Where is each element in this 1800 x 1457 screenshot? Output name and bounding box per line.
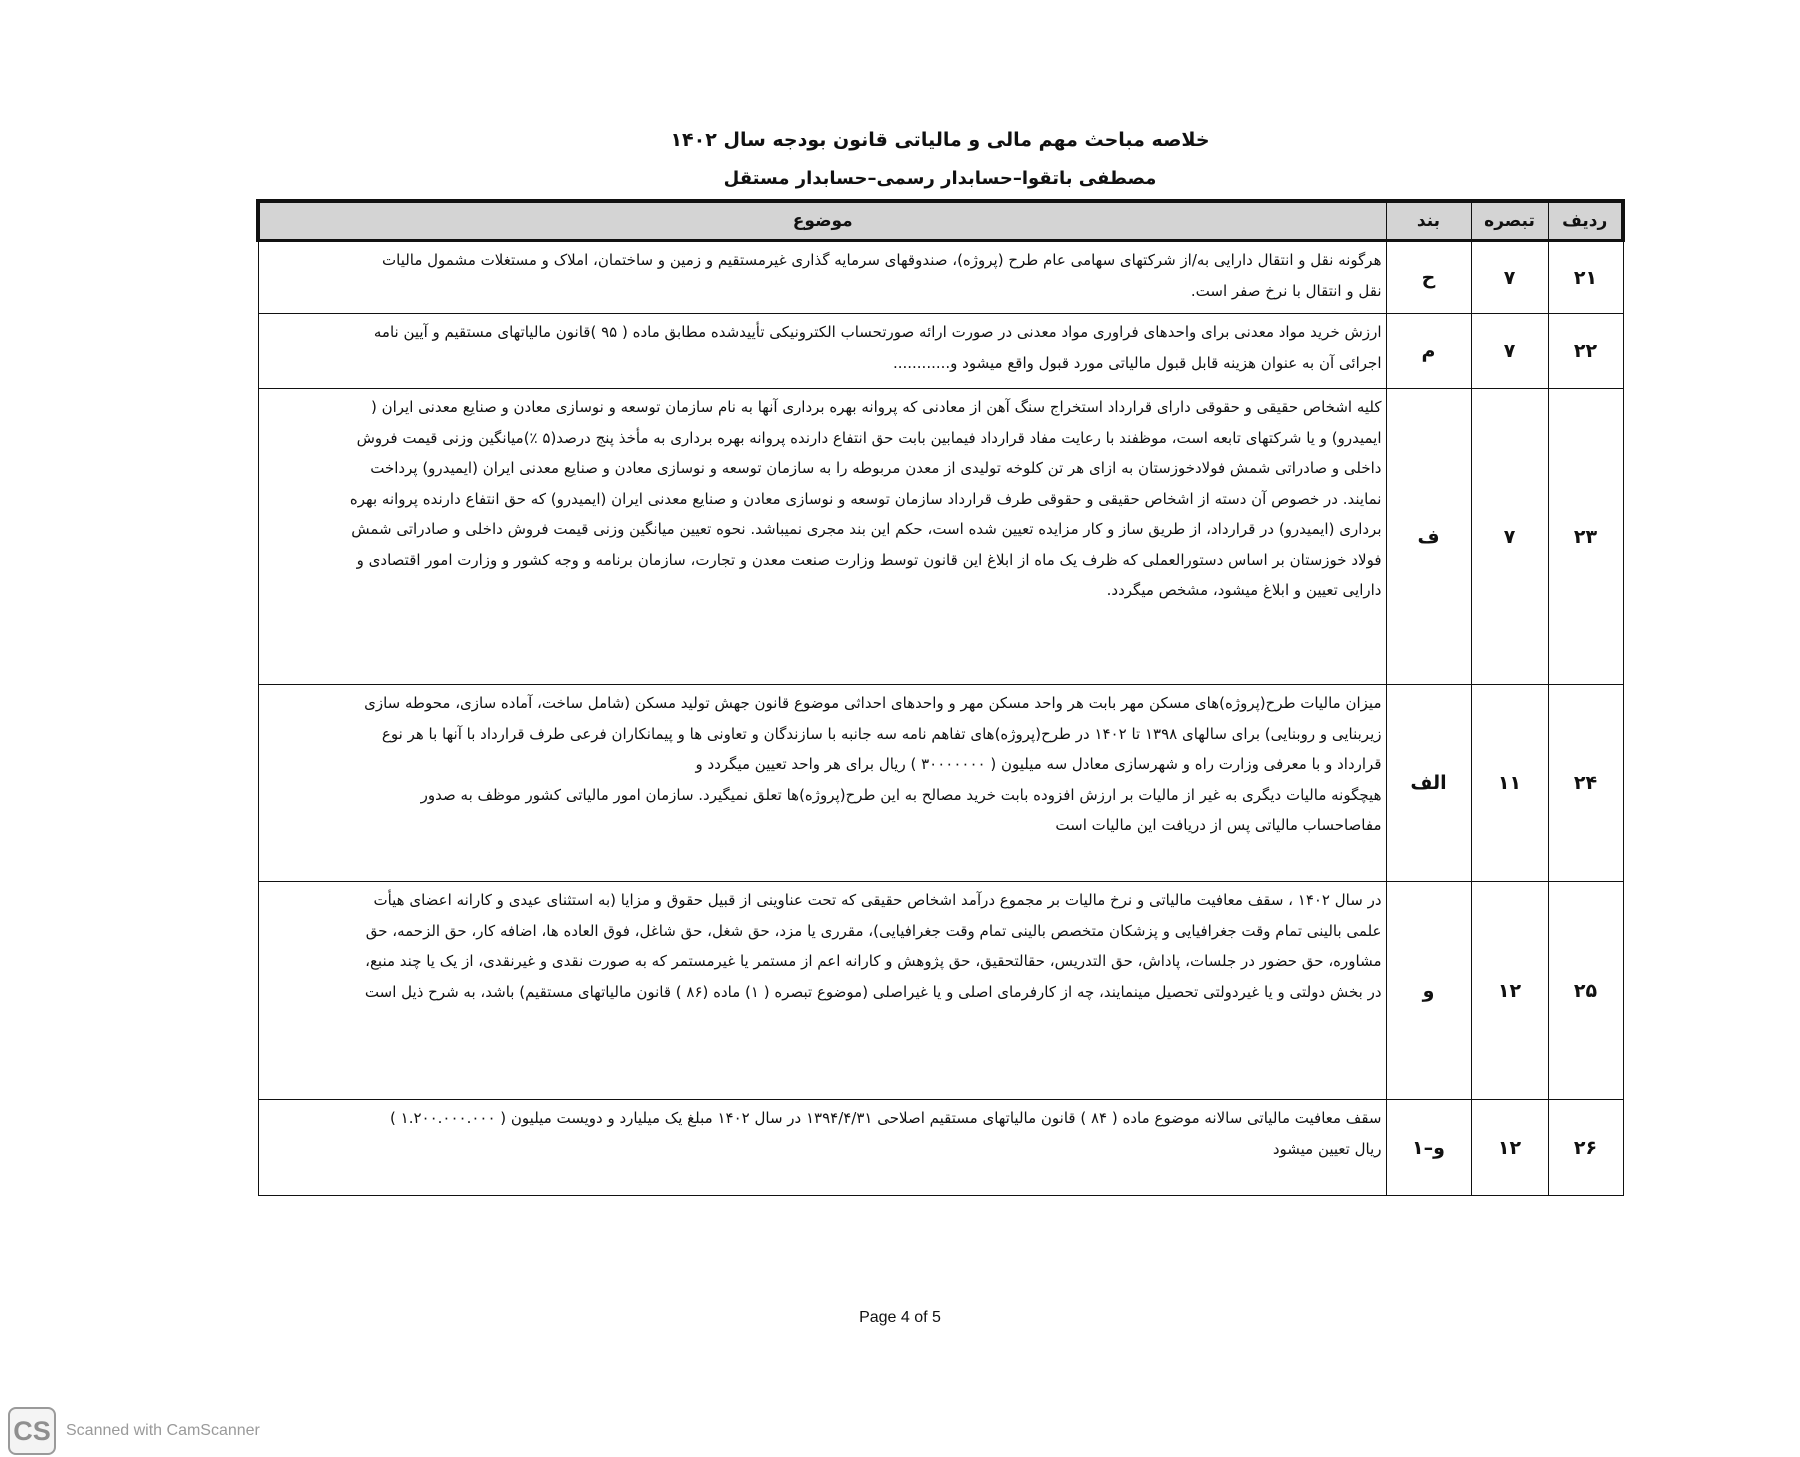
document-title: خلاصه مباحث مهم مالی و مالیاتی قانون بودجه سال ۱۴۰۲ (670, 129, 1210, 151)
topic-line: در بخش دولتی و یا غیردولتی تحصیل مینمایند، چه از کارفرمای اصلی و یا غیراصلی (موضوع تبصره ( ۱) ماده (۸۶ ) قانون مالیاتهای مستقیم) باشد، به شرح ذیل است (364, 982, 1382, 1001)
row-topic (258, 1100, 1386, 1196)
topic-line: مفاصاحساب مالیاتی پس از دریافت این مالیات است (1055, 816, 1382, 834)
tax-summary-table (256, 199, 1625, 1196)
table-header-row (258, 201, 1623, 241)
topic-line: ریال تعیین میشود (1272, 1139, 1382, 1158)
topic-line: قرارداد و با معرفی وزارت راه و شهرسازی معادل سه میلیون ( ۳۰۰۰۰۰۰۰ ) ریال برای هر واحد تعیین میگردد و (695, 755, 1382, 773)
header-mozou: موضوع (258, 201, 1386, 241)
row-tabsare: ۷ (1471, 389, 1548, 685)
table-row (258, 241, 1623, 314)
row-radif: ۲۳ (1548, 389, 1623, 685)
topic-line: اجرائی آن به عنوان هزینه قابل قبول مالیاتی مورد قبول واقع میشود و............ (892, 353, 1382, 372)
camscanner-logo-icon: CS (8, 1407, 56, 1455)
row-band: الف (1386, 685, 1471, 882)
topic-line: برداری (ایمیدرو) در قرارداد، از طریق ساز و کار مزایده تعیین شده است، حکم این بند مجری نمیباشد. نحوه تعیین میانگین وزنی قیمت فروش داخلی و صادراتی شمش (351, 520, 1382, 538)
topic-line: زیربنایی و روبنایی) برای سالهای ۱۳۹۸ تا ۱۴۰۲ در طرح(پروژه)های تفاهم نامه سه جانبه با سازندگان و تعاونی ها و پیمانکاران فرعی طرف قرارداد با آنها با هر نوع (381, 724, 1382, 743)
topic-line: هیچگونه مالیات دیگری به غیر از مالیات بر ارزش افزوده بابت خرید مصالح به این طرح(پروژه)ها تعلق نمیگیرد. سازمان امور مالیاتی کشور موظف به صدور (420, 785, 1382, 804)
table-row (258, 882, 1623, 1100)
topic-line: علمی بالینی تمام وقت جغرافیایی و پزشکان متخصص بالینی تمام وقت جغرافیایی)، مقرری یا مزد، حق شغل، حق شاغل، فوق العاده ها، اضافه کار، حق الزحمه، حق (365, 921, 1382, 940)
row-radif: ۲۱ (1548, 241, 1623, 314)
row-topic (258, 882, 1386, 1100)
topic-line: هرگونه نقل و انتقال دارایی به/از شرکتهای سهامی عام طرح (پروژه)، صندوقهای سرمایه گذاری غیرمستقیم و زمین و ساختمان، املاک و مستغلات مشمول مالیات (382, 251, 1382, 269)
row-tabsare: ۱۲ (1471, 1100, 1548, 1196)
topic-line: در سال ۱۴۰۲ ، سقف معافیت مالیاتی و نرخ مالیات بر مجموع درآمد اشخاص حقیقی که تحت عناوینی از قبیل حقوق و مزایا (به استثنای عیدی و کارانه اعضای هیأت (373, 891, 1382, 909)
header-tabsare: تبصره (1471, 201, 1548, 241)
topic-line: دارایی تعیین و ابلاغ میشود، مشخص میگردد. (1106, 581, 1382, 599)
row-radif: ۲۲ (1548, 314, 1623, 389)
row-radif: ۲۶ (1548, 1100, 1623, 1196)
header-band: بند (1386, 201, 1471, 241)
topic-line: سقف معافیت مالیاتی سالانه موضوع ماده ( ۸۴ ) قانون مالیاتهای مستقیم اصلاحی ۱۳۹۴/۴/۳۱ در سال ۱۴۰۲ مبلغ یک میلیارد و دویست میلیون ( ۱.۲۰۰.۰۰۰.۰۰۰ ) (390, 1109, 1382, 1127)
row-tabsare: ۷ (1471, 314, 1548, 389)
page-number: Page 4 of 5 (859, 1309, 941, 1326)
table-row (258, 1100, 1623, 1196)
topic-line: فولاد خوزستان بر اساس دستورالعملی که ظرف یک ماه از ابلاغ این قانون توسط وزارت صنعت معدن و تجارت، سازمان برنامه و وجه کشور و وزارت امور اقتصادی و (356, 550, 1382, 569)
row-topic (258, 685, 1386, 882)
document-subtitle: مصطفی باتقوا–حسابدار رسمی–حسابدار مستقل (723, 168, 1157, 189)
row-band: و (1386, 882, 1471, 1100)
row-topic (258, 389, 1386, 685)
row-radif: ۲۵ (1548, 882, 1623, 1100)
row-tabsare: ۷ (1471, 241, 1548, 314)
row-band: م (1386, 314, 1471, 389)
topic-line: نمایند. در خصوص آن دسته از اشخاص حقیقی و حقوقی طرف قرارداد سازمان توسعه و نوسازی معادن و صنایع معدنی ایران (ایمیدرو) که حق انتفاع دارنده پروانه بهره (349, 489, 1382, 508)
row-band: و–۱ (1386, 1100, 1471, 1196)
row-topic (258, 314, 1386, 389)
topic-line: مشاوره، حق حضور در جلسات، پاداش، حق التدریس، حقالتحقیق، حق پژوهش و کارانه اعم از مستمر یا غیرمستمر که به صورت نقدی و غیرنقدی، از یک یا چند منبع، (365, 952, 1382, 970)
topic-line: کلیه اشخاص حقیقی و حقوقی دارای قرارداد استخراج سنگ آهن از معادنی که پروانه بهره برداری آنها به نام سازمان توسعه و نوسازی معادن و صنایع معدنی ایران ( (370, 398, 1382, 416)
camscanner-watermark (8, 1406, 260, 1456)
table-row (258, 685, 1623, 882)
camscanner-text: Scanned with CamScanner (66, 1422, 260, 1439)
table-row (258, 389, 1623, 685)
row-band: ح (1386, 241, 1471, 314)
row-band: ف (1386, 389, 1471, 685)
table-row (258, 314, 1623, 389)
row-topic (258, 241, 1386, 314)
row-radif: ۲۴ (1548, 685, 1623, 882)
row-tabsare: ۱۲ (1471, 882, 1548, 1100)
topic-line: ایمیدرو) و یا شرکتهای تابعه است، موظفند با رعایت مفاد قرارداد فیمابین بابت حق انتفاع دارنده پروانه بهره برداری به مأخذ پنج درصد(۵ ٪)میانگین وزنی قیمت فروش (356, 428, 1382, 447)
topic-line: میزان مالیات طرح(پروژه)های مسکن مهر بابت هر واحد مسکن مهر و واحدهای احداثی موضوع قانون جهش تولید مسکن (شامل ساخت، آماده سازی، محوطه سازی (364, 694, 1382, 712)
topic-line: ارزش خرید مواد معدنی برای واحدهای فراوری مواد معدنی در صورت ارائه صورتحساب الکترونیکی تأییدشده مطابق ماده ( ۹۵ )قانون مالیاتهای مستقیم و آیین نامه (373, 323, 1382, 341)
header-radif: ردیف (1548, 201, 1623, 241)
topic-line: نقل و انتقال با نرخ صفر است. (1190, 281, 1382, 300)
topic-line: داخلی و صادراتی شمش فولادخوزستان به ازای هر تن کلوخه تولیدی از معدن مربوطه را به سازمان توسعه و نوسازی معادن و صنایع معدنی ایران (ایمیدرو) پرداخت (370, 459, 1382, 477)
row-tabsare: ۱۱ (1471, 685, 1548, 882)
